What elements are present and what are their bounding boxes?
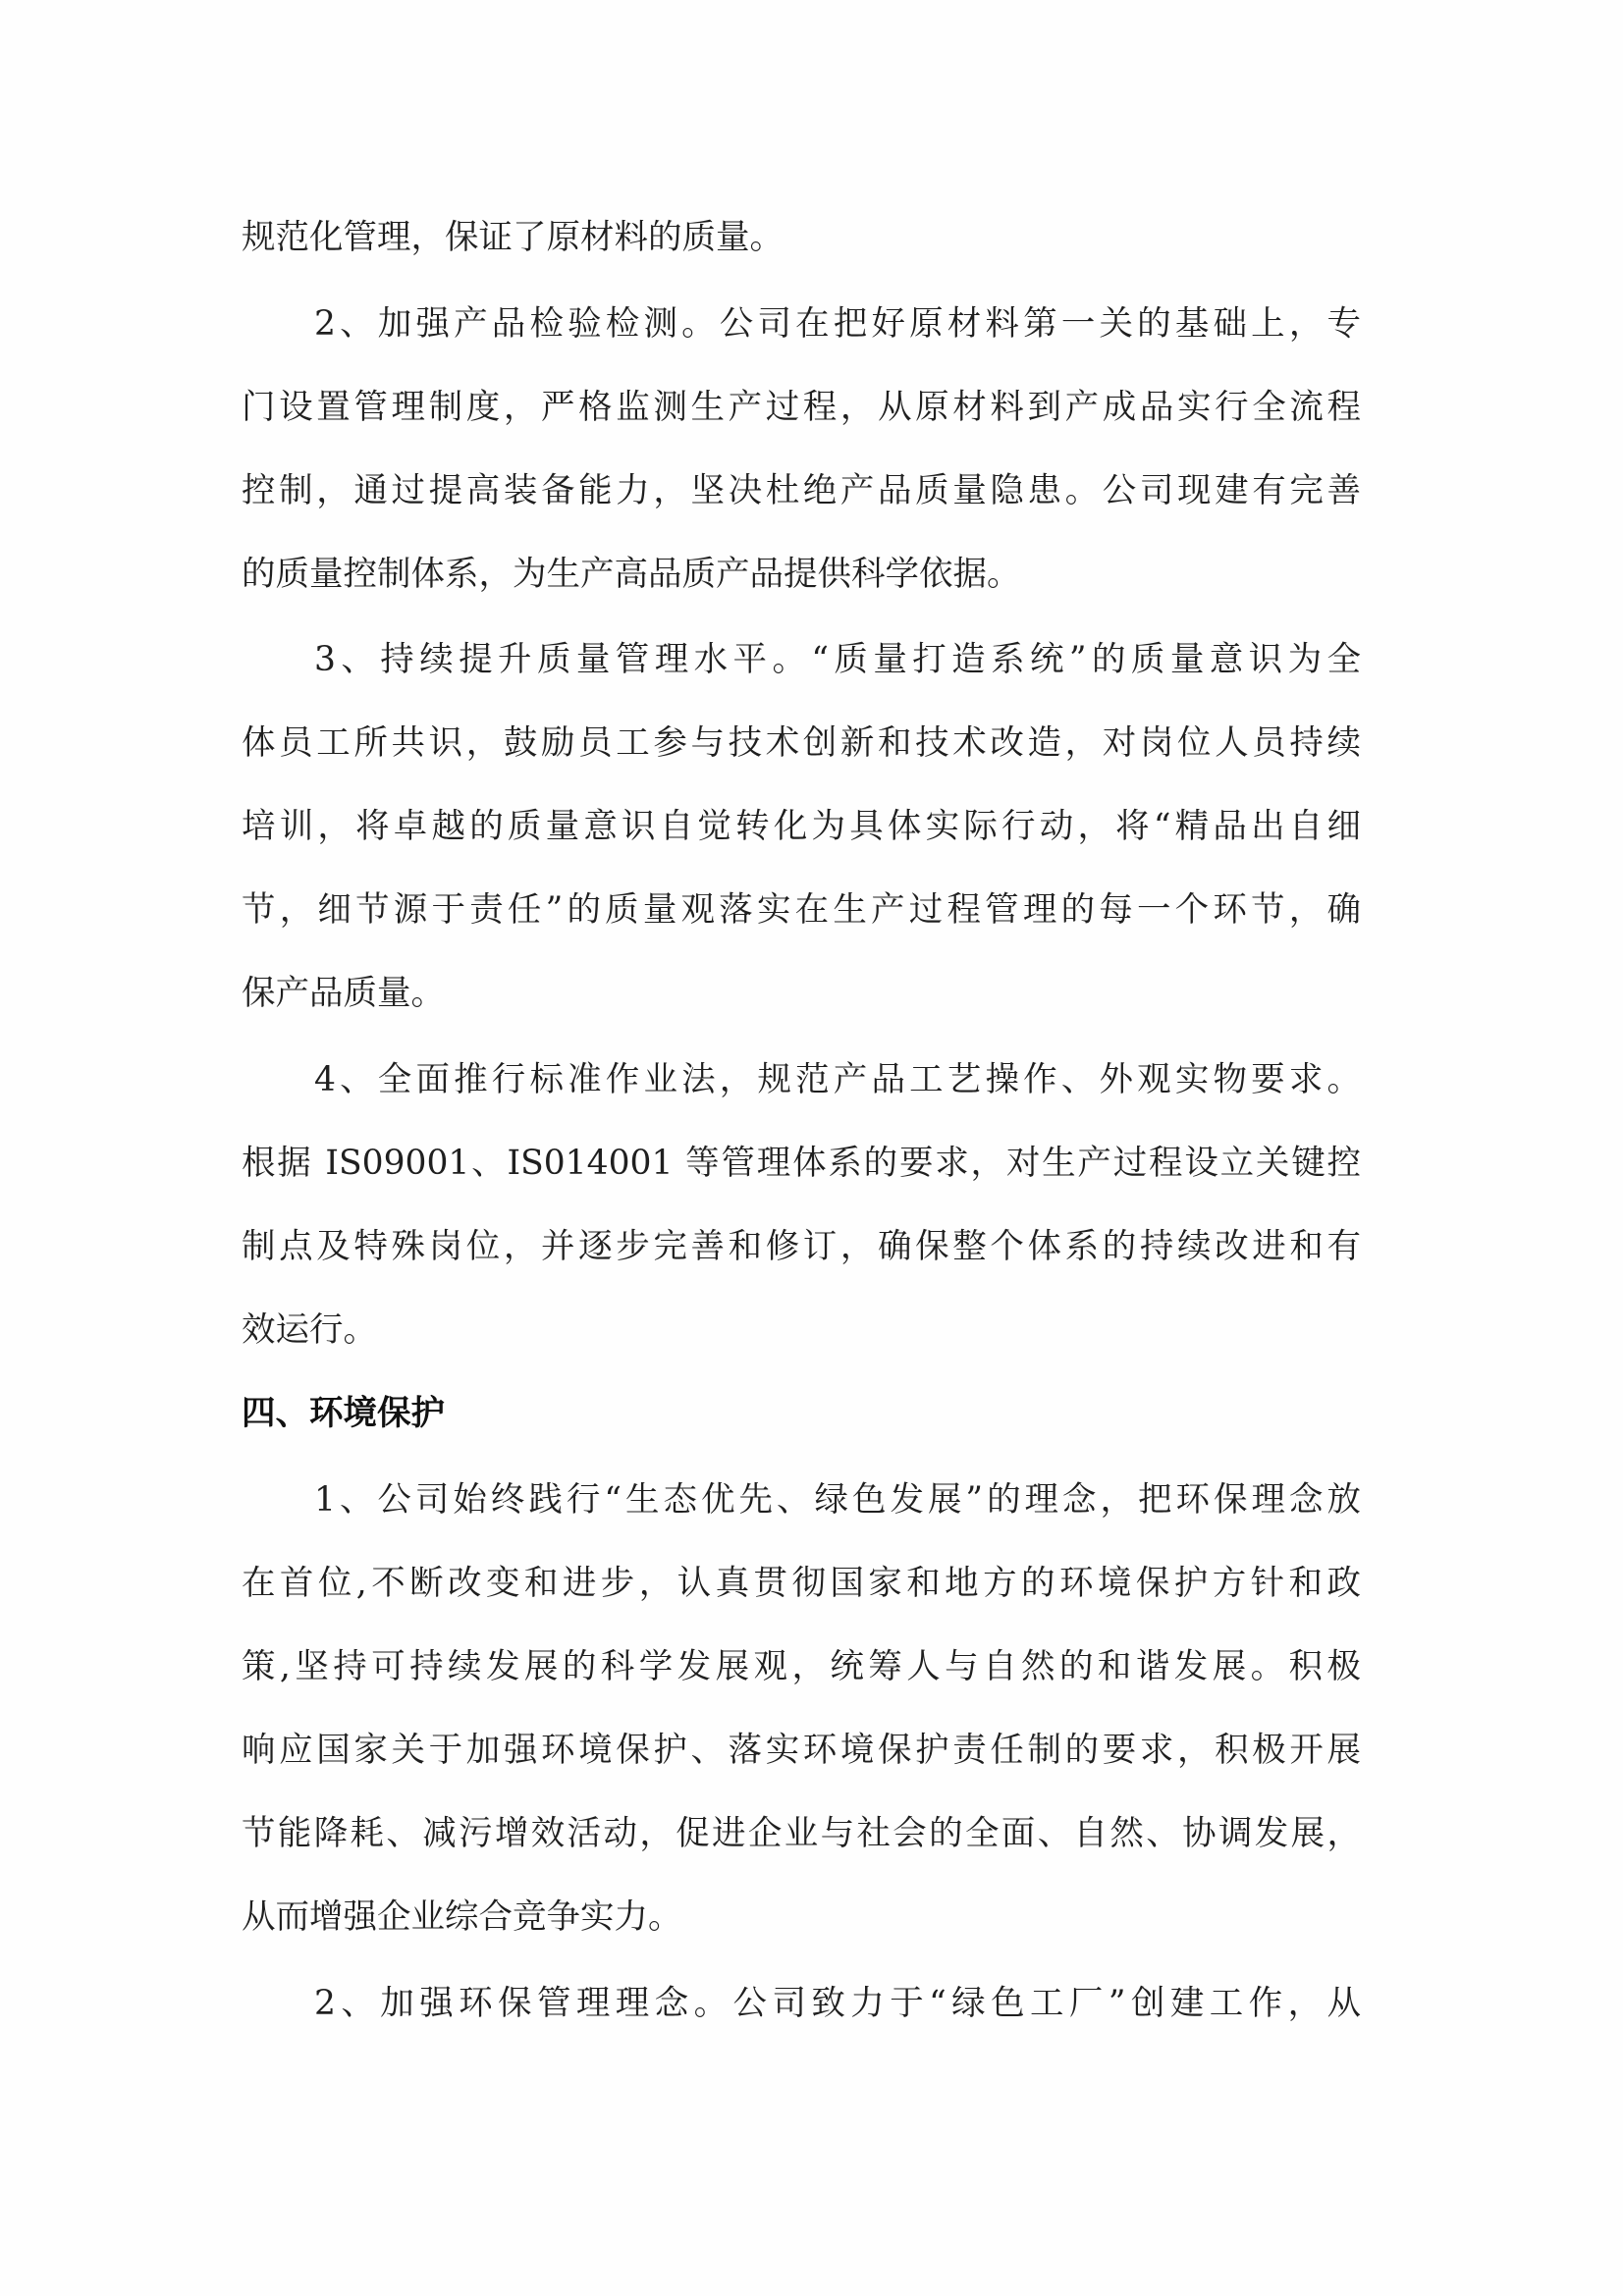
paragraph-line: 规范化管理，保证了原材料的质量。 xyxy=(242,218,784,257)
paragraph-line: 保产品质量。 xyxy=(242,974,445,1013)
paragraph-line: 2、加强产品检验检测。公司在把好原材料第一关的基础上，专 xyxy=(314,304,1361,344)
paragraph-line: 根据 IS09001、IS014001 等管理体系的要求，对生产过程设立关键控 xyxy=(242,1144,1361,1183)
paragraph-line: 体员工所共识，鼓励员工参与技术创新和技术改造，对岗位人员持续 xyxy=(242,723,1361,763)
paragraph-line: 4、全面推行标准作业法，规范产品工艺操作、外观实物要求。 xyxy=(314,1060,1361,1099)
paragraph-line: 门设置管理制度，严格监测生产过程，从原材料到产成品实行全流程 xyxy=(242,388,1361,427)
paragraph-line: 1、公司始终践行“生态优先、绿色发展”的理念，把环保理念放 xyxy=(314,1480,1361,1520)
paragraph-line: 节能降耗、减污增效活动，促进企业与社会的全面、自然、协调发展， xyxy=(242,1814,1361,1853)
paragraph-line: 制点及特殊岗位，并逐步完善和修订，确保整个体系的持续改进和有 xyxy=(242,1227,1361,1266)
paragraph-line: 的质量控制体系，为生产高品质产品提供科学依据。 xyxy=(242,555,1021,594)
paragraph-line: 控制，通过提高装备能力，坚决杜绝产品质量隐患。公司现建有完善 xyxy=(242,471,1361,510)
paragraph-line: 2、加强环保管理理念。公司致力于“绿色工厂”创建工作，从 xyxy=(314,1984,1361,2023)
paragraph-line: 在首位,不断改变和进步，认真贯彻国家和地方的环境保护方针和政 xyxy=(242,1564,1361,1603)
paragraph-line: 培训，将卓越的质量意识自觉转化为具体实际行动，将“精品出自细 xyxy=(242,807,1361,846)
section-heading: 四、环境保护 xyxy=(242,1394,445,1433)
paragraph-line: 3、持续提升质量管理水平。“质量打造系统”的质量意识为全 xyxy=(314,640,1361,679)
paragraph-line: 从而增强企业综合竞争实力。 xyxy=(242,1897,682,1937)
paragraph-line: 策,坚持可持续发展的科学发展观，统筹人与自然的和谐发展。积极 xyxy=(242,1647,1361,1686)
paragraph-line: 节，细节源于责任”的质量观落实在生产过程管理的每一个环节，确 xyxy=(242,890,1361,930)
paragraph-line: 响应国家关于加强环境保护、落实环境保护责任制的要求，积极开展 xyxy=(242,1731,1361,1770)
paragraph-line: 效运行。 xyxy=(242,1310,377,1350)
